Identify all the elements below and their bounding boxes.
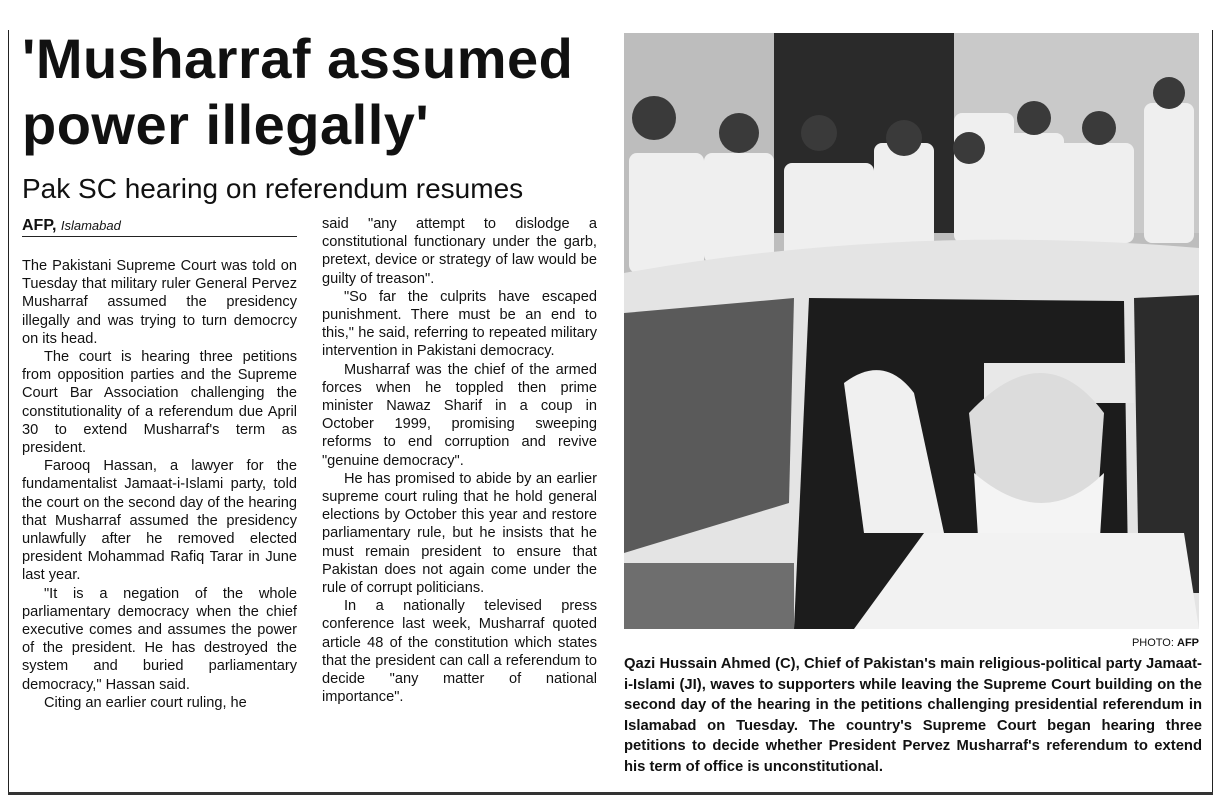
- paragraph: Farooq Hassan, a lawyer for the fundamentalist Jamaat-i-Islami party, told the court on the second day of the hearing that Musharraf assumed the presidency unlawfully after he removed elected president Mohammad Rafiq Tarar in June last year.: [22, 458, 297, 584]
- photo-credit-label: PHOTO:: [1131, 637, 1174, 649]
- byline-agency: AFP,: [22, 217, 57, 234]
- subheadline: Pak SC hearing on referendum resumes: [22, 173, 524, 204]
- paragraph: "It is a negation of the whole parliamentary democracy when the chief executive comes and assumes the power of the president. He has destroyed the system and buried parliamentary democracy," Hassan said.: [22, 585, 297, 693]
- byline-rule: [22, 236, 297, 237]
- paragraph: In a nationally televised press conference last week, Musharraf quoted article 48 of the constitution which states that the president can call a referendum to decide "any matter of national importance".: [322, 598, 597, 706]
- right-column-rule: [1212, 30, 1213, 792]
- left-column-rule: [8, 30, 9, 792]
- headline: 'Musharraf assumed power illegally': [22, 27, 574, 156]
- paragraph: said "any attempt to dislodge a constitutional functionary under the garb, pretext, device or strategy of law would be guilty of treason".: [322, 216, 597, 287]
- paragraph: Musharraf was the chief of the armed forces when he toppled then prime minister Nawaz Sharif in a coup in October 1999, promising sweeping reforms to end corruption and revive "genuine democracy".: [322, 361, 597, 469]
- photo-illustration: [624, 33, 1199, 629]
- paragraph: He has promised to abide by an earlier supreme court ruling that he hold general elections by October this year and restore parliamentary rule, but he insists that he must remain president to ensure that Pakistan does not again come under the rule of corrupt politicians.: [322, 470, 597, 597]
- byline-place: Islamabad: [60, 218, 121, 233]
- paragraph: The Pakistani Supreme Court was told on Tuesday that military ruler General Pervez Musharraf assumed the presidency illegally and was trying to turn democrcy on its head.: [22, 258, 297, 347]
- paragraph: Citing an earlier court ruling, he: [44, 694, 247, 711]
- article-column-1: [22, 257, 297, 712]
- paragraph: The court is hearing three petitions from opposition parties and the Supreme Court Bar Association challenging the constitutionality of a referendum due April 30 to extend Musharraf's term as president.: [22, 349, 297, 457]
- news-photo: [624, 33, 1199, 629]
- byline: [22, 215, 297, 237]
- paragraph: "So far the culprits have escaped punishment. There must be an end to this," he said, referring to repeated military intervention in Pakistani democracy.: [322, 288, 597, 360]
- photo-caption: Qazi Hussain Ahmed (C), Chief of Pakistan's main religious-political party Jamaat-i-Islami (JI), waves to supporters while leaving the Supreme Court building on the second day of the hearing in the petitions challenging presidential referendum in Islamabad on Tuesday. The country's Supreme Court began hearing three petitions to decide whether President Pervez Musharraf's referendum to extend his term of office is unconstitutional.: [624, 656, 1202, 775]
- photo-credit-source: AFP: [1177, 637, 1199, 649]
- photo-credit: [1132, 636, 1199, 650]
- bottom-rule: [8, 792, 1213, 795]
- article-column-2: [322, 215, 597, 706]
